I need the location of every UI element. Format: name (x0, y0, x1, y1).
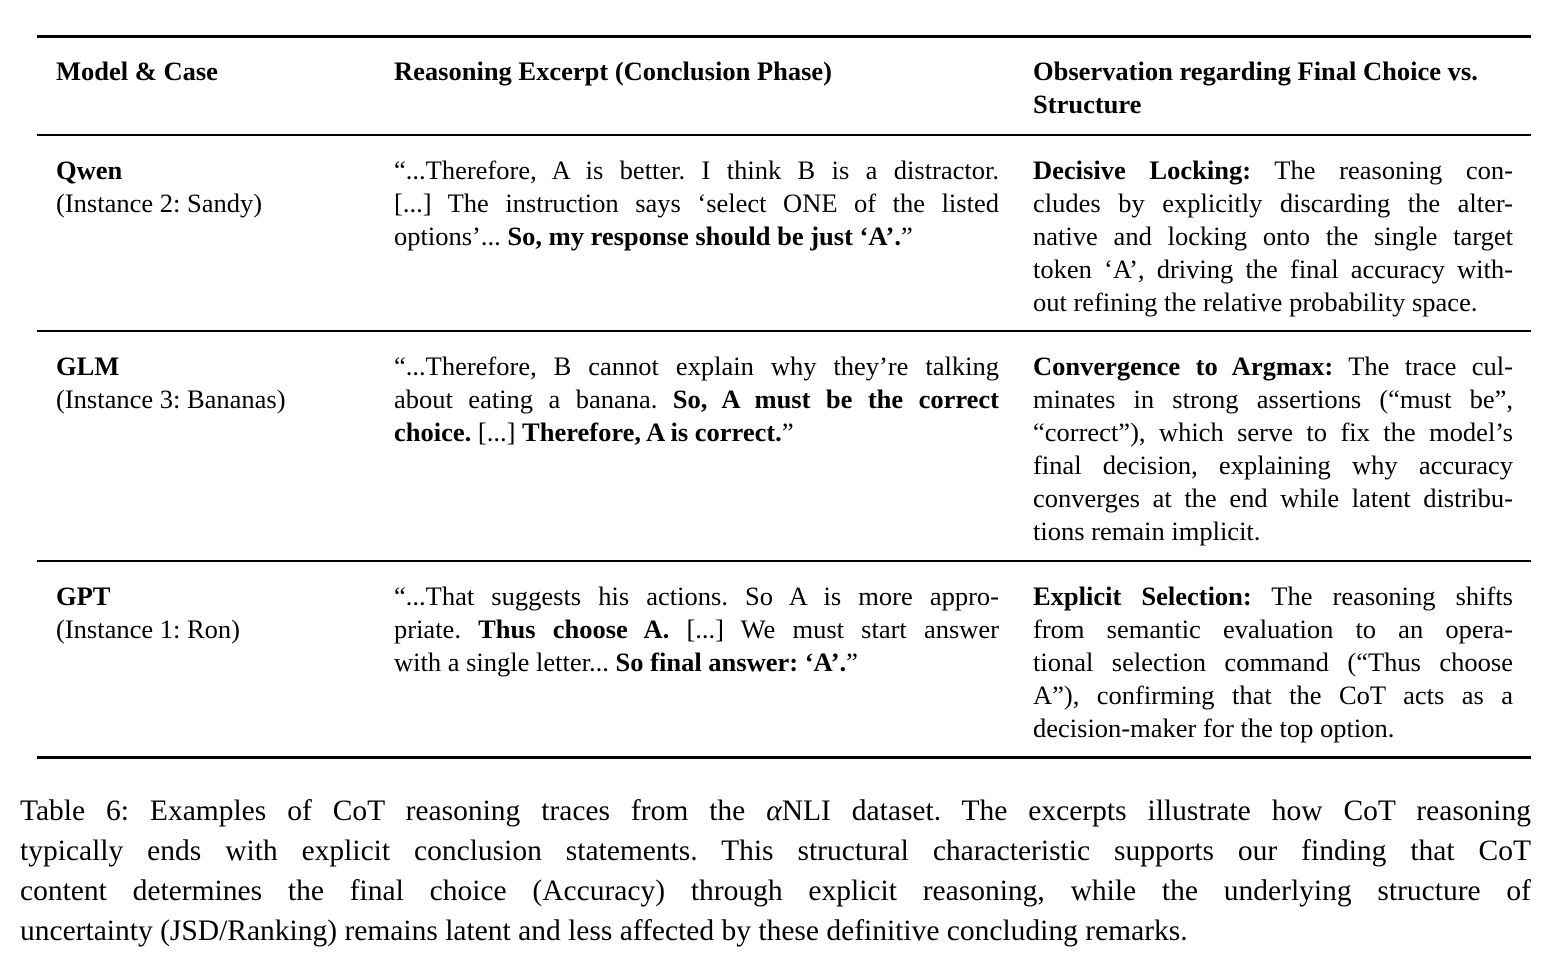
row-2-excerpt-line-2 (394, 383, 999, 416)
caption-line-1 (20, 791, 1531, 831)
caption-l1-post: NLI dataset. The excerpts illustrate how CoT reasoning (781, 795, 1531, 827)
row-3-excerpt-l2-plain1: priate. (394, 614, 479, 644)
row-3-model: GPT (56, 581, 111, 611)
row-2-observation-line-1 (1033, 350, 1513, 383)
row-3-excerpt-l3-end: ” (846, 647, 858, 677)
row-3-observation (1033, 580, 1513, 745)
row-3-observation-line-2: from semantic evaluation to an opera- (1033, 614, 1513, 644)
row-2-excerpt-l2-bold: So, A must be the correct (672, 384, 999, 414)
row-1-observation-line-4: token ‘A’, driving the final accuracy with- (1033, 254, 1513, 284)
row-3-observation-line-5: decision-maker for the top option. (1033, 713, 1395, 743)
row-2-observation-line-6: tions remain implicit. (1033, 516, 1261, 546)
row-3-model-case (56, 580, 376, 646)
table-top-rule (37, 35, 1531, 38)
row-3-instance: (Instance 1: Ron) (56, 614, 240, 644)
header-excerpt-text: Reasoning Excerpt (Conclusion Phase) (394, 56, 833, 86)
row-1-observation-label: Decisive Locking: (1033, 155, 1252, 185)
row-3-excerpt-l2-plain2: [...] We must start answer (669, 614, 999, 644)
row-1-excerpt-line-1: “...Therefore, A is better. I think B is a distractor. (394, 155, 999, 185)
header-observation-line-1: Observation regarding Final Choice vs. (1033, 56, 1478, 86)
row-3-excerpt-line-3 (394, 646, 999, 679)
row-3-excerpt-line-2 (394, 613, 999, 646)
row-3-observation-label: Explicit Selection: (1033, 581, 1252, 611)
row-3-observation-line-3: tional selection command (“Thus choose (1033, 647, 1513, 677)
row-1-observation-line-2: cludes by explicitly discarding the alter- (1033, 188, 1513, 218)
row-2-observation-l1-rest: The trace cul- (1333, 351, 1513, 381)
row-3-excerpt-l2-bold: Thus choose A. (478, 614, 670, 644)
row-3-observation-line-1 (1033, 580, 1513, 613)
row-3-excerpt (394, 580, 999, 679)
row-2-excerpt-line-1: “...Therefore, B cannot explain why they’re talking (394, 351, 999, 381)
row-2-instance: (Instance 3: Bananas) (56, 384, 286, 414)
row-2-model: GLM (56, 351, 120, 381)
header-excerpt (394, 55, 999, 88)
row-2-excerpt-l3-end: ” (781, 417, 794, 447)
table-bottom-rule (37, 756, 1531, 759)
row-1-excerpt-l3-bold: So, my response should be just ‘A’. (507, 221, 902, 251)
caption-line-3: content determines the final choice (Accuracy) through explicit reasoning, while the underlying structure of (20, 875, 1531, 907)
row-2-observation-label: Convergence to Argmax: (1033, 351, 1334, 381)
table-row-rule-2 (37, 560, 1531, 562)
row-1-excerpt-l3-plain: options’... (394, 221, 508, 251)
caption-line-4: uncertainty (JSD/Ranking) remains latent and less affected by these definitive concluding remarks. (20, 915, 1188, 947)
row-3-observation-line-4: A”), confirming that the CoT acts as a (1033, 680, 1513, 710)
row-2-excerpt-l3-plain: [...] (471, 417, 523, 447)
row-2-observation-line-5: converges at the end while latent distribu- (1033, 483, 1513, 513)
row-2-observation (1033, 350, 1513, 548)
caption-alpha-symbol: α (766, 795, 782, 827)
row-3-excerpt-l3-bold: So final answer: ‘A’. (615, 647, 847, 677)
row-2-excerpt-l3-bold2: Therefore, A is correct. (522, 417, 782, 447)
caption-line-2: typically ends with explicit conclusion statements. This structural characteristic supports our finding that CoT (20, 835, 1531, 867)
row-2-excerpt (394, 350, 999, 449)
row-1-model-case (56, 154, 376, 220)
row-2-model-case (56, 350, 376, 416)
row-2-excerpt-line-3 (394, 416, 999, 449)
row-2-observation-line-3: “correct”), which serve to fix the model’s (1033, 417, 1513, 447)
header-observation (1033, 55, 1513, 121)
table-row-rule-1 (37, 330, 1531, 332)
header-observation-line-2: Structure (1033, 89, 1142, 119)
row-1-observation-l1-rest: The reasoning con- (1251, 155, 1513, 185)
row-1-excerpt-line-2: [...] The instruction says ‘select ONE of the listed (394, 188, 999, 218)
row-2-excerpt-l3-bold1: choice. (394, 417, 472, 447)
header-model-case (56, 55, 376, 88)
row-1-observation-line-5: out refining the relative probability space. (1033, 287, 1478, 317)
row-1-excerpt-l3-end: ” (901, 221, 913, 251)
row-2-observation-line-4: final decision, explaining why accuracy (1033, 450, 1513, 480)
row-2-excerpt-l2-plain: about eating a banana. (394, 384, 673, 414)
table-header-rule (37, 134, 1531, 136)
row-3-excerpt-l3-plain: with a single letter... (394, 647, 616, 677)
caption-l1-pre: Table 6: Examples of CoT reasoning traces from the (20, 795, 767, 827)
row-2-observation-line-2: minates in strong assertions (“must be”, (1033, 384, 1513, 414)
row-1-instance: (Instance 2: Sandy) (56, 188, 263, 218)
row-3-observation-l1-rest: The reasoning shifts (1251, 581, 1513, 611)
row-1-model: Qwen (56, 155, 123, 185)
table-caption (20, 791, 1531, 951)
row-1-observation-line-3: native and locking onto the single target (1033, 221, 1513, 251)
row-1-excerpt (394, 154, 999, 253)
row-3-excerpt-line-1: “...That suggests his actions. So A is more appro- (394, 581, 999, 611)
row-1-excerpt-line-3 (394, 220, 999, 253)
row-1-observation (1033, 154, 1513, 319)
row-1-observation-line-1 (1033, 154, 1513, 187)
header-model-case-text: Model & Case (56, 56, 218, 86)
